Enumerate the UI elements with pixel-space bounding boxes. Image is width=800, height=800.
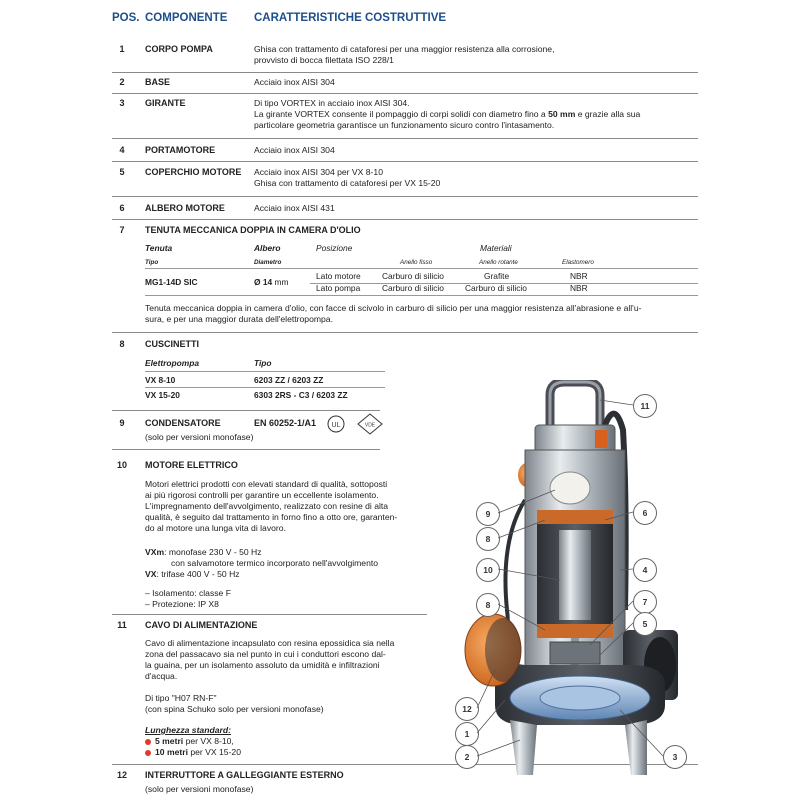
row-1-desc — [254, 44, 694, 66]
row-5-line-2: Ghisa con trattamento di cataforesi per VX 15-20 — [254, 178, 441, 188]
callout-11: 11 — [633, 394, 657, 418]
bearing-r1-model: VX 8-10 — [145, 375, 176, 385]
cable-desc-2: zona del passacavo sia nel punto in cui i conduttori escono dal- — [145, 649, 386, 659]
row-4-desc: Acciaio inox AISI 304 — [254, 145, 335, 155]
motor-desc-4: qualità, è seguito dal trattamento in forno fino a otto ore, garanten- — [145, 512, 398, 522]
base-leg-icon — [625, 720, 647, 775]
separator — [112, 614, 427, 615]
seal-h-tenuta: Tenuta — [145, 243, 173, 253]
row-3-line-2-a: La girante VORTEX consente il pompaggio di corpi solidi con diametro fino a — [254, 109, 549, 119]
callout-8a: 8 — [476, 527, 500, 551]
seal-diametro — [254, 277, 288, 288]
row-11-name: CAVO DI ALIMENTAZIONE — [145, 620, 258, 630]
separator — [112, 196, 698, 197]
cable-gland-icon — [595, 430, 607, 448]
motor-vxm-text2: con salvamotore termico incorporato nell'avvolgimento — [171, 558, 379, 568]
motor-vx-label: VX — [145, 569, 157, 579]
seal-note — [145, 303, 705, 325]
bearing-h-elettropompa: Elettropompa — [145, 358, 199, 368]
header-pos: POS. — [112, 12, 140, 24]
vde-mark-text: VDE — [364, 422, 376, 429]
callout-6: 6 — [633, 501, 657, 525]
cable-l2-b: 10 metri — [155, 747, 188, 757]
callout-1: 1 — [455, 722, 479, 746]
header-componente: COMPONENTE — [145, 12, 228, 24]
seal-h-anello-fisso: Anello fisso — [400, 259, 433, 266]
seal-r1-rot: Grafite — [484, 271, 510, 281]
seal-r2-fisso: Carburo di silicio — [382, 283, 444, 293]
separator — [112, 93, 698, 94]
seal-tipo: MG1-14D SIC — [145, 277, 198, 287]
row-5-line-1: Acciaio inox AISI 304 per VX 8-10 — [254, 167, 383, 177]
callout-4: 4 — [633, 558, 657, 582]
seal-diametro-unit: mm — [272, 277, 289, 287]
motor-vx-text: : trifase 400 V - 50 Hz — [156, 569, 240, 579]
row-6-desc: Acciaio inox AISI 431 — [254, 203, 335, 213]
row-8-name: CUSCINETTI — [145, 339, 199, 349]
row-12-name: INTERRUTTORE A GALLEGGIANTE ESTERNO — [145, 770, 344, 780]
seal-r2-el: NBR — [570, 283, 588, 293]
separator — [112, 332, 698, 333]
callout-3: 3 — [663, 745, 687, 769]
seal-r1-el: NBR — [570, 271, 588, 281]
seal-r1-fisso: Carburo di silicio — [382, 271, 444, 281]
row-5-desc — [254, 167, 694, 189]
callout-2: 2 — [455, 745, 479, 769]
callout-5: 5 — [633, 612, 657, 636]
motor-specs — [145, 588, 231, 610]
seal-r1-pos: Lato motore — [316, 271, 361, 281]
row-1-line-1: Ghisa con trattamento di cataforesi per una maggior resistenza alla corrosione, — [254, 44, 555, 54]
row-10-name: MOTORE ELETTRICO — [145, 460, 238, 470]
motor-protezione: – Protezione: IP X8 — [145, 599, 219, 609]
base-leg-icon — [510, 720, 537, 775]
row-3-line-2-b: e grazie alla sua — [575, 109, 641, 119]
row-9-num: 9 — [119, 418, 125, 428]
cable-desc-1: Cavo di alimentazione incapsulato con resina epossidica sia nella — [145, 638, 395, 648]
seal-h-posizione: Posizione — [316, 243, 353, 253]
bearing-r2-tipo: 6303 2RS - C3 / 6203 ZZ — [254, 390, 348, 400]
motor-vxm — [145, 547, 445, 558]
row-3-line-1: Di tipo VORTEX in acciaio inox AISI 304. — [254, 98, 410, 108]
motor-voltage — [145, 547, 445, 580]
seal-r2-rot: Carburo di silicio — [465, 283, 527, 293]
row-1-line-2: provvisto di bocca filettata ISO 228/1 — [254, 55, 394, 65]
bearing-h-tipo: Tipo — [254, 358, 272, 368]
row-2-num: 2 — [119, 77, 125, 87]
row-1-num: 1 — [119, 44, 125, 54]
float-note: (solo per versioni monofase) — [145, 784, 254, 794]
cable-length-2 — [145, 747, 241, 758]
callout-8b: 8 — [476, 593, 500, 617]
row-9-name: CONDENSATORE — [145, 418, 221, 428]
row-4-num: 4 — [119, 145, 125, 155]
seal-note-1: Tenuta meccanica doppia in camera d'olio, con facce di scivolo in carburo di silicio per una maggior resistenza all'abrasione e all'u- — [145, 303, 642, 313]
row-5-num: 5 — [119, 167, 125, 177]
bullet-icon — [145, 739, 151, 745]
motor-vx — [145, 569, 445, 580]
callout-12: 12 — [455, 697, 479, 721]
cable-lunghezza: Lunghezza standard: — [145, 725, 231, 735]
row-3-name: GIRANTE — [145, 98, 186, 108]
table-rule — [145, 371, 385, 372]
bearing-icon — [537, 510, 613, 524]
capacitor-norm: EN 60252-1/A1 — [254, 418, 317, 428]
row-3-line-3: particolare geometria garantisce un funzionamento sicuro contro l'intasamento. — [254, 120, 555, 130]
seal-r2-pos: Lato pompa — [316, 283, 361, 293]
callout-9: 9 — [476, 502, 500, 526]
cable-l2-t: per VX 15-20 — [187, 747, 241, 757]
table-rule — [145, 387, 385, 388]
separator — [112, 410, 380, 411]
cable-desc — [145, 638, 430, 682]
separator — [112, 449, 380, 450]
header-caratteristiche: CARATTERISTICHE COSTRUTTIVE — [254, 12, 447, 24]
cable-length-1 — [145, 736, 241, 747]
callout-7: 7 — [633, 590, 657, 614]
separator — [112, 161, 698, 162]
row-8-num: 8 — [119, 339, 125, 349]
capacitor-icon — [550, 472, 590, 504]
motor-isolamento: – Isolamento: classe F — [145, 588, 231, 598]
cable-desc-3: la guaina, per un isolamento assoluto da umidità e infiltrazioni — [145, 660, 380, 670]
table-rule — [145, 295, 698, 296]
row-6-num: 6 — [119, 203, 125, 213]
ul-mark-text: UL — [331, 422, 341, 429]
seal-diametro-value: Ø 14 — [254, 277, 273, 287]
bearing-r2-model: VX 15-20 — [145, 390, 180, 400]
seal-h-elastomero: Elastomero — [562, 259, 594, 266]
cable-l1-b: 5 metri — [155, 736, 184, 746]
bullet-icon — [145, 750, 151, 756]
motor-desc-5: do al motore una lunga vita di lavoro. — [145, 523, 286, 533]
seal-h-albero: Albero — [254, 243, 281, 253]
row-1-name: CORPO POMPA — [145, 44, 213, 54]
row-10-num: 10 — [116, 460, 127, 470]
row-3-num: 3 — [119, 98, 125, 108]
motor-vxm-text: : monofase 230 V - 50 Hz — [164, 547, 262, 557]
seal-chamber-icon — [550, 642, 600, 664]
row-3-desc — [254, 98, 694, 131]
motor-desc-2: ai più rigorosi controlli per garantire un eccellente isolamento. — [145, 490, 379, 500]
row-5-name: COPERCHIO MOTORE — [145, 167, 242, 177]
seal-h-materiali: Materiali — [480, 243, 512, 253]
motor-vxm-label: VXm — [145, 547, 165, 557]
separator — [112, 72, 698, 73]
cable-spina: (con spina Schuko solo per versioni monofase) — [145, 704, 324, 714]
row-3-bold: 50 mm — [548, 109, 576, 119]
certification-marks — [326, 412, 386, 436]
rotor-icon — [559, 530, 591, 620]
motor-desc-3: L'impregnamento dell'avvolgimento, realizzato con resine di alta — [145, 501, 389, 511]
handle-icon — [550, 382, 600, 430]
table-rule — [145, 268, 698, 269]
capacitor-note: (solo per versioni monofase) — [145, 432, 254, 442]
cable-type — [145, 693, 324, 715]
row-2-name: BASE — [145, 77, 171, 87]
row-7-name: TENUTA MECCANICA DOPPIA IN CAMERA D'OLIO — [145, 225, 361, 235]
seal-h-anello-rotante: Anello rotante — [479, 259, 518, 266]
row-3-line-2 — [254, 109, 694, 120]
motor-desc — [145, 479, 435, 534]
seal-h-tipo: Tipo — [145, 259, 159, 266]
row-6-name: ALBERO MOTORE — [145, 203, 225, 213]
callout-10: 10 — [476, 558, 500, 582]
row-12-num: 12 — [116, 770, 127, 780]
row-4-name: PORTAMOTORE — [145, 145, 216, 155]
seal-note-2: sura, e per una maggior durata dell'elettropompa. — [145, 314, 333, 324]
seal-h-diametro: Diametro — [254, 259, 282, 266]
motor-desc-1: Motori elettrici prodotti con elevati standard di qualità, sottoposti — [145, 479, 388, 489]
separator — [112, 219, 698, 220]
cable-desc-4: d'acqua. — [145, 671, 178, 681]
row-7-num: 7 — [119, 225, 125, 235]
bearing-r1-tipo: 6203 ZZ / 6203 ZZ — [254, 375, 324, 385]
row-2-desc: Acciaio inox AISI 304 — [254, 77, 335, 87]
cable-l1-t: per VX 8-10, — [183, 736, 234, 746]
cable-tipo: Di tipo "H07 RN-F" — [145, 693, 217, 703]
cable-length — [145, 725, 241, 758]
row-11-num: 11 — [117, 620, 127, 630]
separator — [112, 138, 698, 139]
